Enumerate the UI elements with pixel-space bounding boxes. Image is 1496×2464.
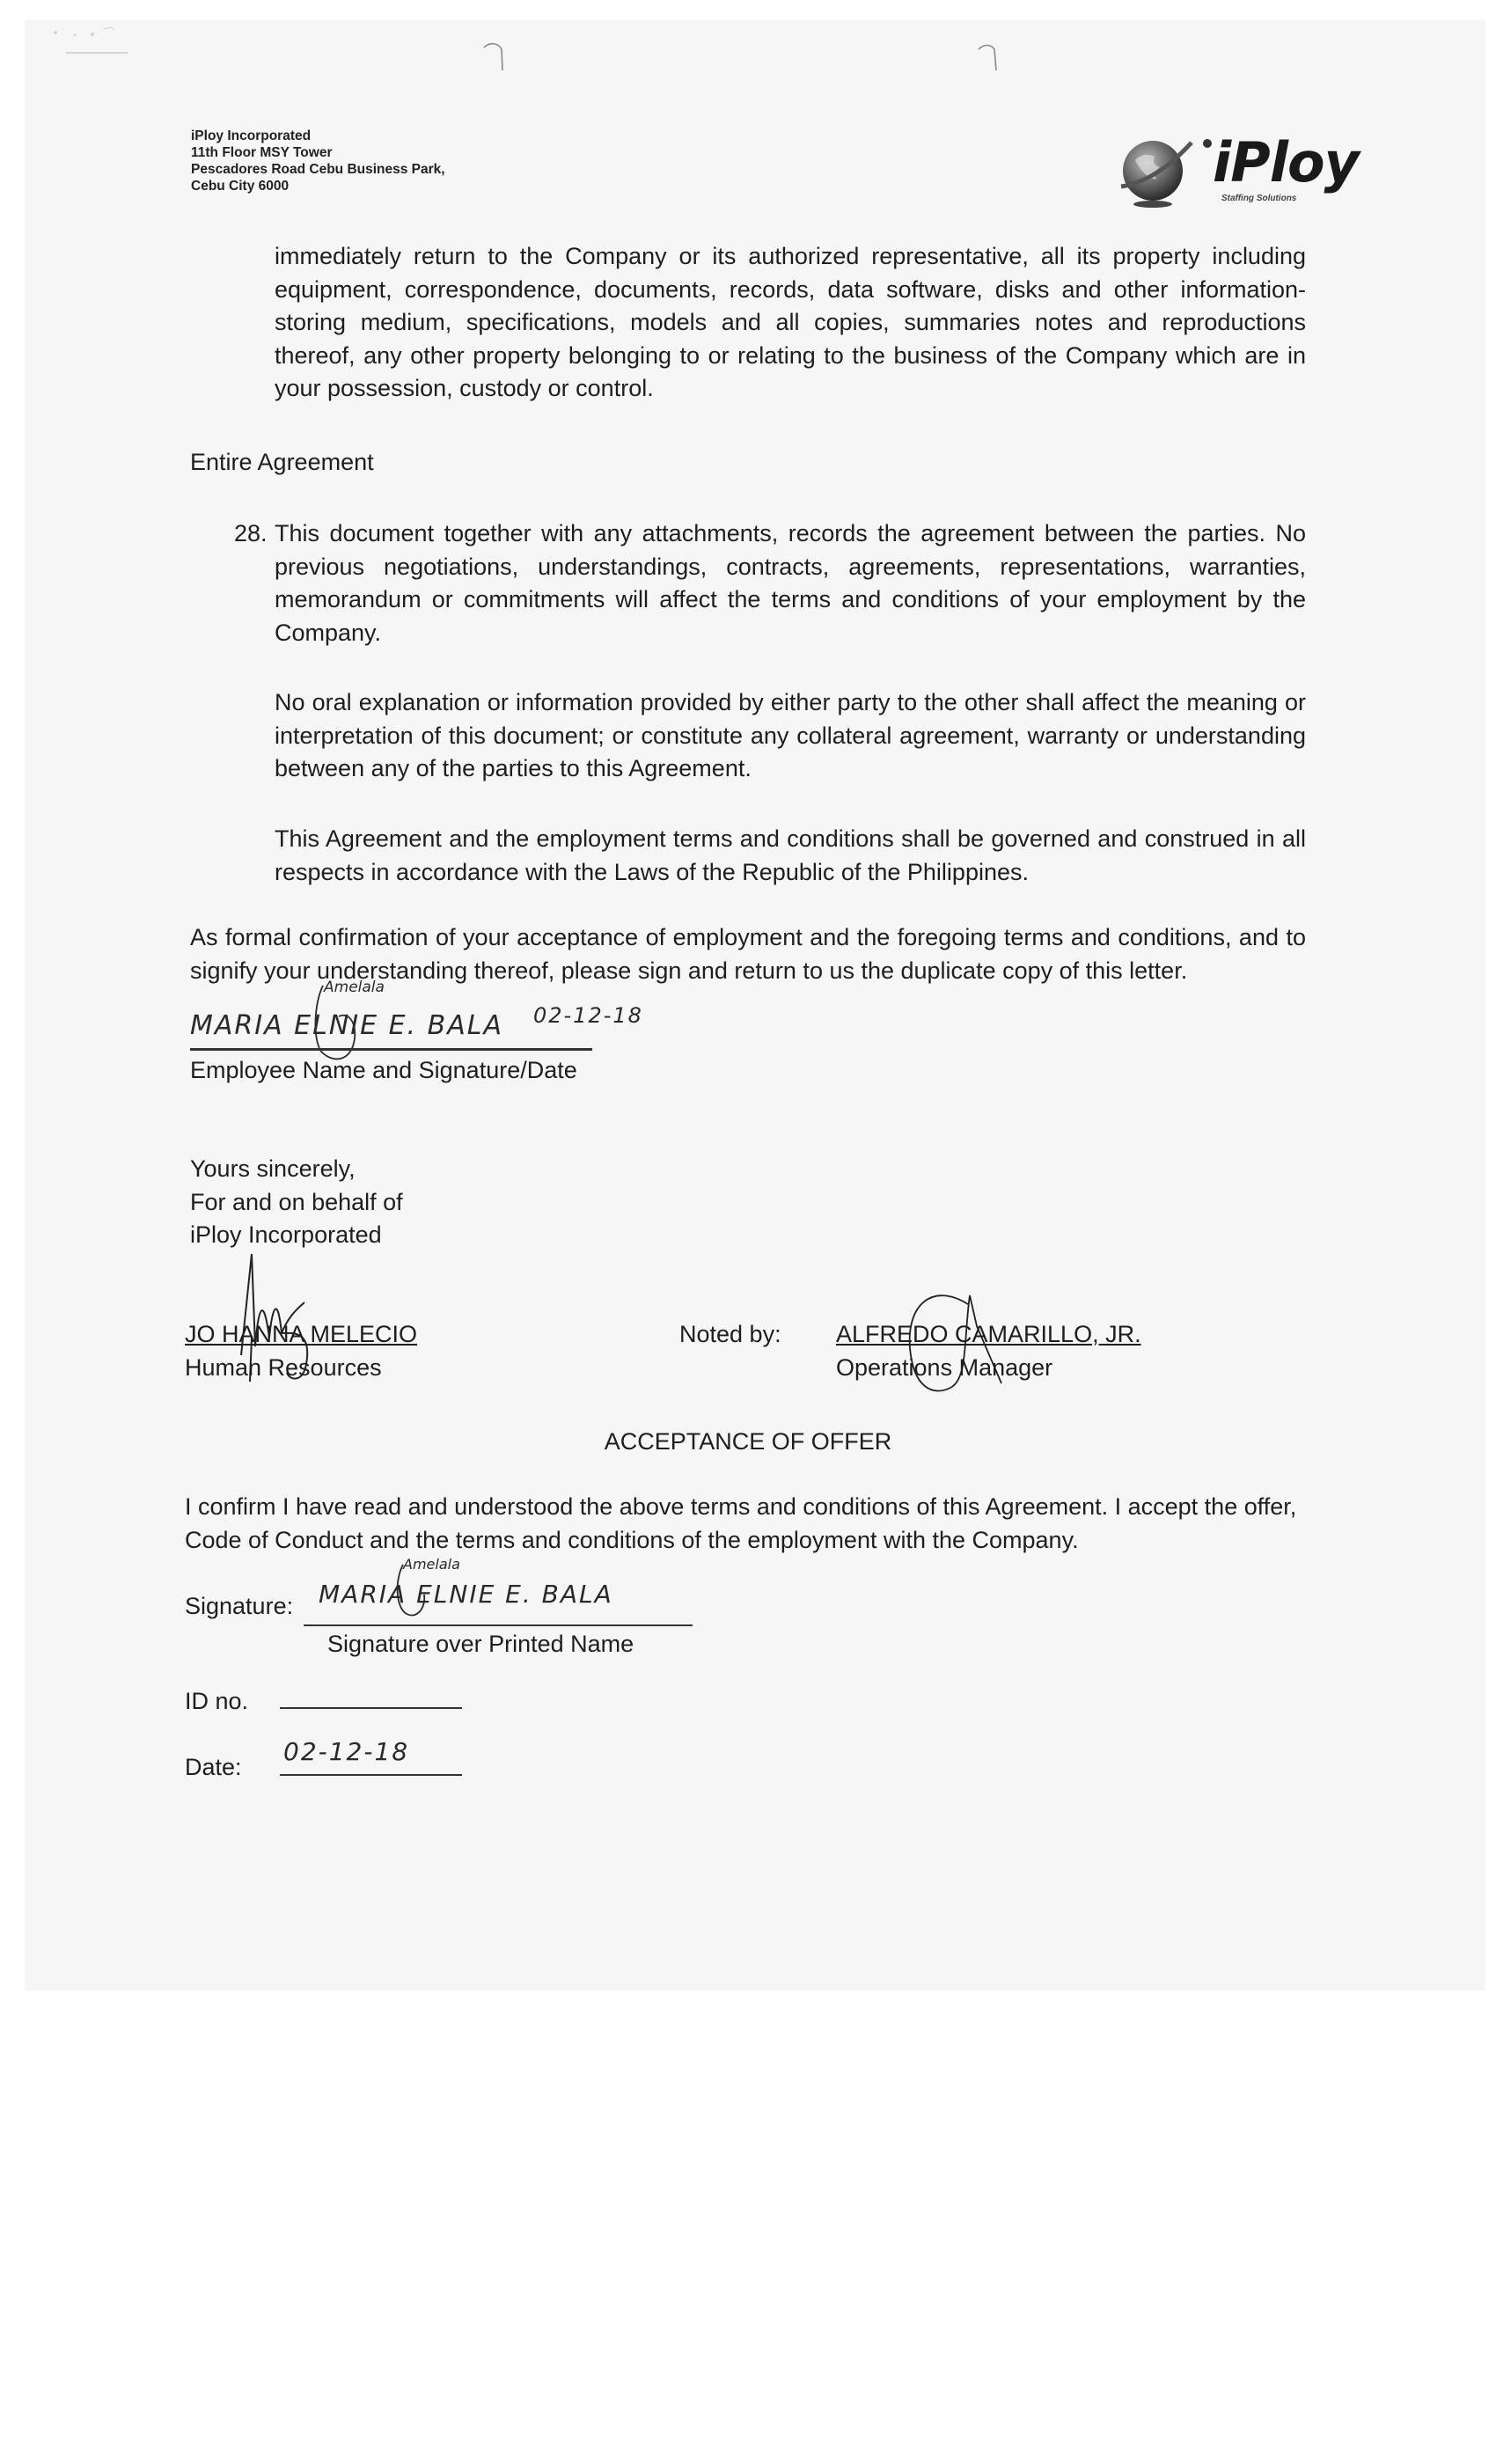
id-number-label: ID no. xyxy=(185,1688,249,1714)
hr-signatory-title: Human Resources xyxy=(185,1354,382,1381)
clause-text: This document together with any attachments, records the agreement between the parties. No previous negotiations, understandings, contracts, agreements, representations, warranties, memorandum or commitments will affect the terms and conditions of your employment by the Company. xyxy=(275,520,1306,646)
closing-block xyxy=(190,1153,403,1252)
closing-behalf: For and on behalf of xyxy=(190,1188,403,1215)
oral-explanation-paragraph: No oral explanation or information provided by either party to the other shall affect the meaning or interpretation of this document; or constitute any collateral agreement, warranty or understanding between any of the parties to this Agreement. xyxy=(275,689,1306,781)
employee-handwritten-annotation: Amelala xyxy=(324,979,385,996)
logo-wordmark: iPloy xyxy=(1213,130,1359,194)
employee-handwritten-name: MARIA ELNIE E. BALA xyxy=(190,1010,503,1041)
address-line: Pescadores Road Cebu Business Park, xyxy=(191,162,445,177)
punch-hole-mark xyxy=(977,42,1000,72)
acceptance-handwritten-signature: MARIA ELNIE E. BALA xyxy=(319,1580,613,1609)
date-field[interactable] xyxy=(280,1774,462,1776)
governing-law-paragraph: This Agreement and the employment terms and conditions shall be governed and construed in all respects in accordance with the Laws of the Republic of the Philippines. xyxy=(275,825,1306,885)
address-line: 11th Floor MSY Tower xyxy=(191,145,333,160)
closing-company: iPloy Incorporated xyxy=(190,1221,382,1248)
section-heading-entire-agreement: Entire Agreement xyxy=(190,449,374,475)
clause-number: 28. xyxy=(234,520,268,546)
return-of-property-paragraph: immediately return to the Company or its authorized representative, all its property including equipment, correspondence, documents, records, data software, disks and other information-storing medium, specifications, models and all copies, summaries notes and reproductions thereof, any other property belonging to or relating to the business of the Company which are in your possession, custody or control. xyxy=(275,243,1306,401)
signature-label: Signature: xyxy=(185,1593,294,1619)
acceptance-title: ACCEPTANCE OF OFFER xyxy=(604,1428,892,1455)
closing-salutation: Yours sincerely, xyxy=(190,1155,356,1182)
ops-signatory-title: Operations Manager xyxy=(836,1354,1053,1381)
punch-hole-mark xyxy=(482,42,505,72)
employee-signature-label: Employee Name and Signature/Date xyxy=(190,1057,577,1083)
signature-loop-icon xyxy=(394,1559,438,1630)
acceptance-handwritten-annotation: Amelala xyxy=(403,1556,460,1573)
confirmation-paragraph: As formal confirmation of your acceptance of employment and the foregoing terms and conditions, and to signify your understanding thereof, please sign and return to us the duplicate copy of this letter. xyxy=(190,924,1306,984)
clause-28 xyxy=(234,517,1306,649)
ops-signatory-name: ALFREDO CAMARILLO, JR. xyxy=(836,1321,1141,1347)
date-value: 02-12-18 xyxy=(283,1737,410,1766)
scan-artifact xyxy=(48,22,154,66)
acceptance-text: I confirm I have read and understood the above terms and conditions of this Agreement. I accept the offer, Code of Conduct and the terms and conditions of the employment with the Company. xyxy=(185,1493,1297,1553)
address-line: Cebu City 6000 xyxy=(191,179,290,194)
company-logo xyxy=(1116,130,1359,211)
employee-handwritten-date: 02-12-18 xyxy=(533,1003,643,1028)
letterhead-address xyxy=(191,128,445,194)
signature-field[interactable] xyxy=(304,1624,693,1626)
logo-tagline: Staffing Solutions xyxy=(1221,194,1297,203)
employee-signature-line xyxy=(190,1048,592,1051)
noted-by-label: Noted by: xyxy=(679,1321,781,1347)
signature-caption: Signature over Printed Name xyxy=(327,1631,634,1657)
company-name: iPloy Incorporated xyxy=(191,128,312,143)
date-label: Date: xyxy=(185,1754,242,1780)
hr-signatory-name: JO HANNA MELECIO xyxy=(185,1321,418,1347)
id-number-field[interactable] xyxy=(280,1707,462,1709)
